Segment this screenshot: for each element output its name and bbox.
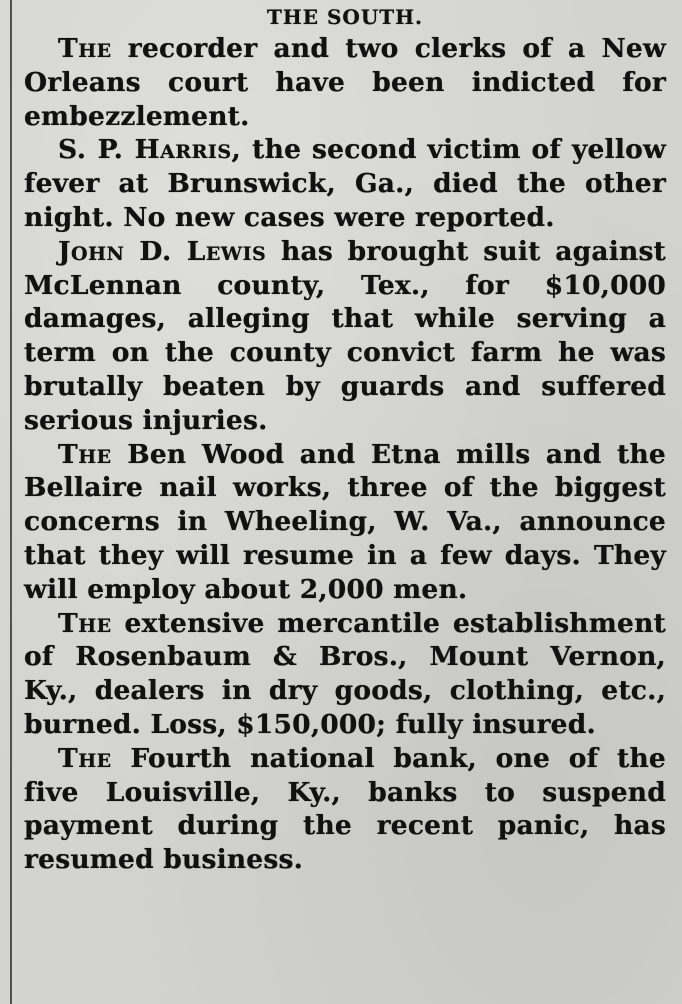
news-item — [24, 607, 666, 742]
item-text: has brought suit against McLennan county, Tex., for $10,000 damages, alleging that while serving a term on the county convict farm he was brutally beaten by guards and suffered serious injuries. — [24, 235, 666, 436]
item-text: extensive mercantile establishment of Rosenbaum & Bros., Mount Vernon, Ky., dealers in dry goods, clothing, etc., burned. Loss, $150,000; fully insured. — [24, 607, 666, 740]
item-lead: The — [58, 742, 112, 774]
column-rule — [10, 0, 12, 1004]
item-lead: The — [58, 607, 112, 639]
item-lead: S. P. Harris, — [58, 134, 242, 166]
news-item — [24, 133, 666, 234]
news-item — [24, 235, 666, 438]
item-text: the second victim of yellow fever at Brunswick, Ga., died the other night. No new cases were reported. — [24, 134, 666, 233]
item-lead: The — [58, 438, 112, 470]
news-column — [24, 4, 666, 877]
news-item — [24, 438, 666, 607]
item-lead: John D. Lewis — [58, 235, 267, 267]
item-lead: The — [58, 33, 112, 64]
news-item — [24, 742, 666, 877]
item-text: Ben Wood and Etna mills and the Bellaire nail works, three of the biggest concerns in Wheeling, W. Va., announce that they will resume in a few days. They will employ about 2,000 men. — [24, 438, 666, 605]
item-text: recorder and two clerks of a New Orleans court have been indicted for embezzlement. — [24, 33, 666, 132]
news-item — [24, 32, 666, 133]
item-text: Fourth national bank, one of the five Louisville, Ky., banks to suspend payment during the recent panic, has resumed business. — [24, 742, 666, 876]
section-headline: THE SOUTH. — [266, 5, 424, 29]
